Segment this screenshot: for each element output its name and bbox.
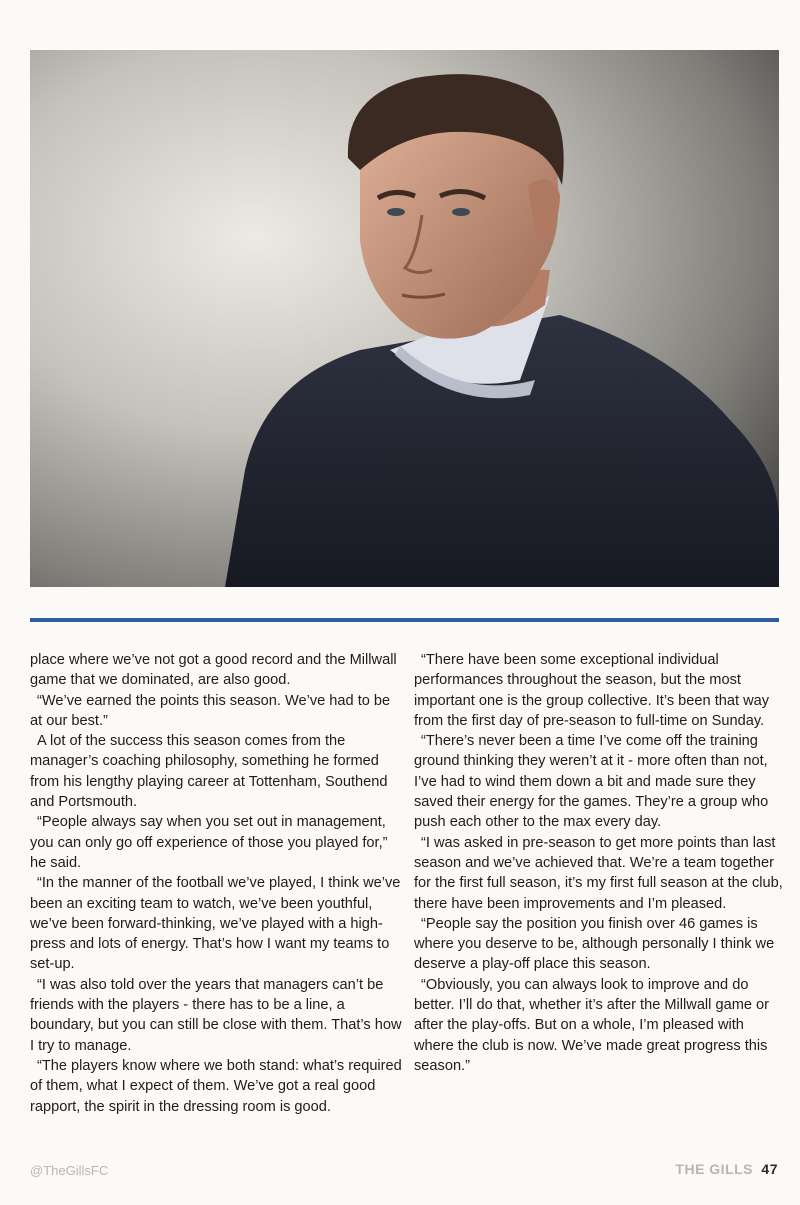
- article-paragraph: “People say the position you finish over 46 games is where you deserve to be, although personally I think we deserve a play-off place this season.: [414, 915, 775, 973]
- article-paragraph: place where we’ve not got a good record and the Millwall game that we dominated, are also good.: [30, 652, 397, 689]
- article-paragraph: “The players know where we both stand: what’s required of them, what I expect of them. We’ve got a real good rapport, the spirit in the dressing room is good.: [30, 1057, 402, 1115]
- manager-photo: [30, 50, 779, 587]
- article-paragraph: “I was asked in pre-season to get more points than last season and we’ve achieved that. We’re a team together for the first full season, it’s my first full season at the club, there have been improvements and I’m pleased.: [414, 834, 783, 912]
- social-handle: @TheGillsFC: [30, 1163, 109, 1178]
- article-paragraph: “Obviously, you can always look to improve and do better. I’ll do that, whether it’s after the Millwall game or after the play-offs. But on a whole, I’m pleased with where the club is now. We’ve made great progress this season.”: [414, 976, 770, 1074]
- page-number: 47: [761, 1161, 778, 1177]
- article-paragraph: “I was also told over the years that managers can’t be friends with the players - there has to be a line, a boundary, but you can still be close with them. That’s how I try to manage.: [30, 976, 402, 1054]
- section-divider: [30, 618, 779, 622]
- page-footer: [675, 1161, 778, 1177]
- manager-portrait-illustration: [30, 50, 779, 587]
- article-paragraph: “In the manner of the football we’ve played, I think we’ve been an exciting team to watch, we’ve been youthful, we’ve been forward-thinking, we’ve played with a high-press and lots of energy. That’s how I want my teams to set-up.: [30, 875, 401, 973]
- article-paragraph: “We’ve earned the points this season. We’ve had to be at our best.”: [30, 692, 391, 729]
- article-paragraph: “There’s never been a time I’ve come off the training ground thinking they weren’t at it - more often than not, I’ve had to wind them down a bit and made sure they saved their energy for the games. They’re a group who push each other to the max every day.: [414, 733, 769, 831]
- article-column-right: [414, 650, 786, 1076]
- article-paragraph: A lot of the success this season comes from the manager’s coaching philosophy, something he formed from his lengthy playing career at Tottenham, Southend and Portsmouth.: [30, 733, 388, 811]
- article-paragraph: “There have been some exceptional individual performances throughout the season, but the most important one is the group collective. It’s been that way from the first day of pre-season to full-time on Sunday.: [414, 652, 770, 729]
- publication-name: THE GILLS: [675, 1161, 754, 1177]
- article-paragraph: “People always say when you set out in management, you can only go off experience of those you played for,” he said.: [30, 814, 388, 871]
- article-column-left: [30, 650, 402, 1117]
